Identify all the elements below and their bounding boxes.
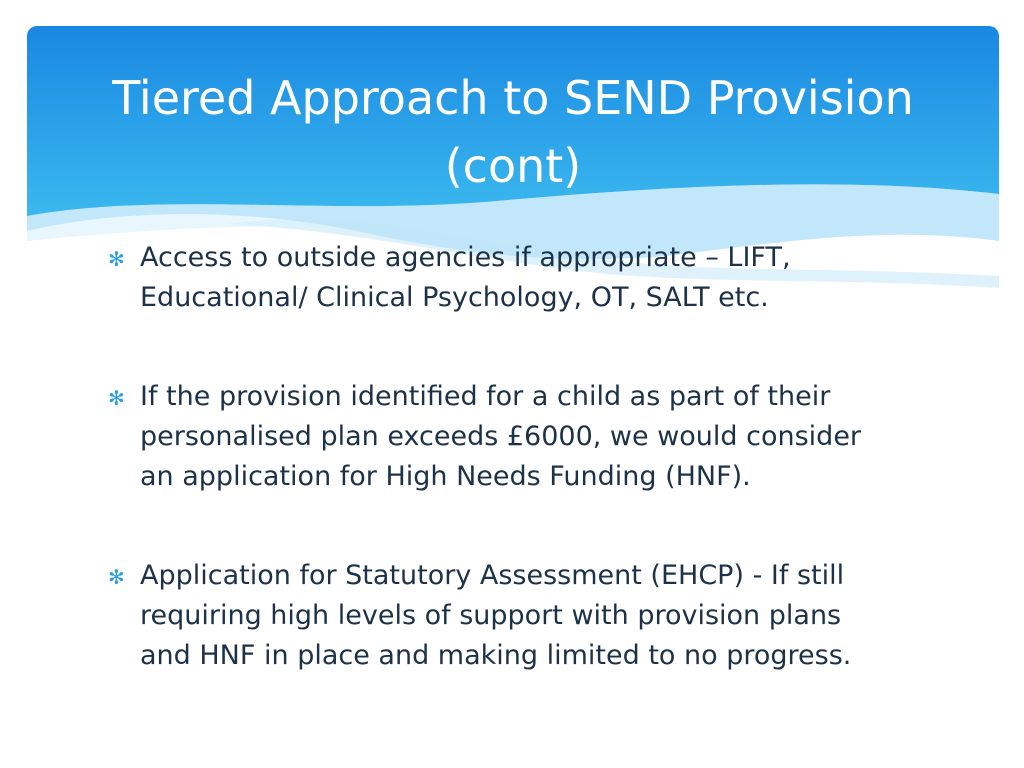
bullet-item-2 [108,377,928,497]
bullet-1-line-1: Access to outside agencies if appropriate – LIFT, [140,242,791,273]
bullet-item-1 [108,238,928,318]
bullet-2-line-2: personalised plan exceeds £6000, we would consider [140,421,862,452]
asterisk-bullet-icon: ✻ [108,386,125,410]
asterisk-bullet-icon: ✻ [108,565,125,589]
bullet-item-3 [108,556,928,676]
bullet-3-line-2: requiring high levels of support with provision plans [140,600,842,631]
title-line-1: Tiered Approach to SEND Provision [112,71,914,125]
bullet-list [108,238,928,676]
title-line-2: (cont) [444,139,582,193]
bullet-2-line-3: an application for High Needs Funding (HNF). [140,461,751,492]
bullet-3-line-1: Application for Statutory Assessment (EHCP) - If still [140,560,845,591]
asterisk-bullet-icon: ✻ [108,247,125,271]
bullet-2-line-1: If the provision identified for a child as part of their [140,381,831,412]
bullet-1-line-2: Educational/ Clinical Psychology, OT, SALT etc. [140,282,769,313]
slide-title [27,64,999,200]
bullet-3-line-3: and HNF in place and making limited to no progress. [140,640,852,671]
